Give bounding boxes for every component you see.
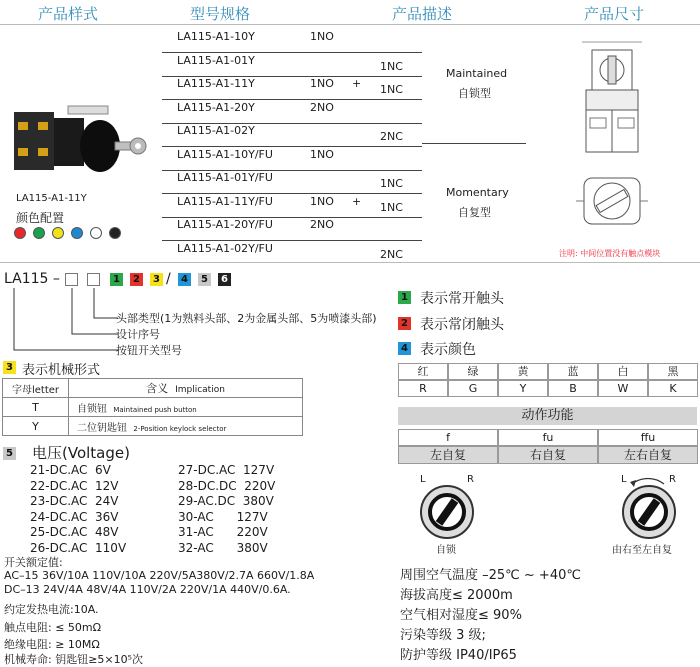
badge-voltage: 5: [3, 447, 16, 460]
ratings-title: 开关额定值:: [4, 556, 63, 569]
env-spec: 周围空气温度 –25℃ ~ +40℃: [400, 568, 581, 583]
contact-no: 2NO: [310, 218, 334, 231]
env-spec: 污染等级 3 级;: [400, 628, 486, 643]
color-swatch: [71, 227, 83, 239]
legend-color: 表示颜色: [420, 342, 476, 358]
env-spec: 空气相对湿度≤ 90%: [400, 608, 522, 623]
code-leader-lines: [10, 286, 120, 356]
badge-mech: 3: [3, 361, 16, 374]
color-swatch: [14, 227, 26, 239]
label-series: 按钮开关型号: [116, 344, 182, 357]
color-name-cn: 黑: [648, 363, 698, 380]
voltage-item: 24-DC.AC 36V: [30, 509, 119, 524]
color-code: W: [598, 380, 648, 397]
code-slash: /: [166, 271, 171, 287]
header-divider: [0, 24, 700, 25]
maintained-cn: 自锁型: [458, 87, 491, 100]
model-code: LA115-A1-20Y: [177, 100, 255, 114]
ratings-insul: 绝缘电阻: ≥ 10MΩ: [4, 638, 100, 651]
mech-r1-cn: 自锁钮: [77, 403, 107, 415]
color-code: B: [548, 380, 598, 397]
voltage-title: 电压(Voltage): [32, 444, 130, 462]
knob2-R: R: [669, 474, 676, 485]
knob1-L: L: [420, 474, 426, 485]
contact-nc: 1NC: [380, 59, 403, 73]
voltage-item: 32-AC 380V: [178, 540, 268, 555]
contact-no: 1NO: [310, 194, 334, 208]
mech-title: 表示机械形式: [22, 363, 101, 378]
model-code: LA115-A1-02Y: [177, 124, 255, 137]
contact-nc: 1NC: [380, 177, 403, 190]
action-desc: 右自复: [498, 446, 598, 464]
legend-nc: 表示常闭触头: [420, 317, 504, 333]
color-code: K: [648, 380, 698, 397]
momentary-cn: 自复型: [458, 206, 491, 219]
note-text: 注明: 中间位置没有触点模块: [559, 249, 661, 258]
badge-5: 5: [198, 273, 211, 286]
label-design: 设计序号: [116, 328, 160, 341]
dimension-drawing-top: [572, 172, 652, 230]
contact-plus: +: [352, 77, 362, 90]
contact-no: 1NO: [310, 77, 334, 90]
dimension-drawing-side: [572, 40, 652, 160]
mech-h2: [69, 379, 303, 398]
mech-h2-cn: 含义: [146, 382, 169, 395]
voltage-item: 30-AC 127V: [178, 509, 268, 524]
contact-no: 1NO: [310, 30, 334, 43]
mech-r1-en: Maintained push button: [113, 405, 197, 414]
ratings-life: 机械寿命: 钥匙钮≥5×10⁵次: [4, 653, 144, 666]
mech-r1: [69, 398, 303, 417]
knob1-R: R: [467, 474, 474, 485]
badge-4: 4: [178, 273, 191, 286]
mech-h2-en: Implication: [175, 385, 225, 395]
voltage-item: 21-DC.AC 6V: [30, 463, 111, 477]
ratings-ac: AC–15 36V/10A 110V/10A 220V/5A380V/2.7A 660V/1.8A: [4, 569, 315, 582]
header-size: 产品尺寸: [584, 5, 645, 23]
model-code: LA115-A1-11Y: [177, 77, 255, 90]
legend-badge-4: 4: [398, 342, 411, 355]
voltage-item: 26-DC.AC 110V: [30, 540, 127, 555]
color-name-cn: 黄: [498, 363, 548, 380]
voltage-item: 29-AC.DC 380V: [178, 494, 274, 508]
contact-plus: +: [352, 194, 362, 208]
env-spec: 防护等级 IP40/IP65: [400, 648, 517, 663]
badge-1: 1: [110, 273, 123, 286]
model-code: LA115-A1-20Y/FU: [177, 218, 273, 231]
mech-r2-letter: Y: [3, 417, 69, 436]
color-swatch: [52, 227, 64, 239]
maintained-en: Maintained: [446, 67, 508, 80]
action-desc: 左自复: [398, 446, 498, 464]
contact-nc: 1NC: [380, 83, 403, 96]
mech-r2-en: 2-Position keylock selector: [133, 424, 227, 433]
voltage-item: 22-DC.AC 12V: [30, 478, 119, 493]
voltage-item: 25-DC.AC 48V: [30, 525, 119, 539]
color-name-cn: 红: [398, 363, 448, 380]
mech-h1: 字母letter: [3, 379, 69, 398]
contact-nc: 1NC: [380, 200, 403, 214]
product-photo: [10, 98, 150, 188]
model-code: LA115-A1-01Y: [177, 53, 255, 67]
contact-nc: 2NC: [380, 247, 403, 261]
color-name-cn: 绿: [448, 363, 498, 380]
badge-6: 6: [218, 273, 231, 286]
ratings-dc: DC–13 24V/4A 48V/4A 110V/2A 220V/1A 440V/0.6A.: [4, 583, 291, 596]
contact-nc: 2NC: [380, 130, 403, 143]
contact-no: 1NO: [310, 147, 334, 161]
mech-table: [2, 378, 303, 436]
voltage-item: 28-DC.DC 220V: [178, 478, 276, 493]
header-desc: 产品描述: [392, 5, 453, 23]
action-code: ffu: [598, 429, 698, 446]
legend-no: 表示常开触头: [420, 291, 504, 307]
momentary-en: Momentary: [446, 186, 509, 199]
model-code: LA115-A1-11Y/FU: [177, 194, 273, 208]
mech-r1-letter: T: [3, 398, 69, 417]
legend-badge-1: 1: [398, 291, 411, 304]
product-model-label: LA115-A1-11Y: [16, 193, 87, 204]
contact-no: 2NO: [310, 100, 334, 114]
badge-3: 3: [150, 273, 163, 286]
action-title: 动作功能: [398, 407, 697, 425]
knob2-caption: 由右至左自复: [612, 545, 672, 556]
color-swatch: [109, 227, 121, 239]
ratings-contact: 触点电阻: ≤ 50mΩ: [4, 621, 102, 634]
voltage-item: 27-DC.AC 127V: [178, 463, 275, 477]
header-model: 型号规格: [190, 5, 251, 23]
color-swatch: [90, 227, 102, 239]
color-code: Y: [498, 380, 548, 397]
mech-r2-cn: 二位钥匙钮: [77, 422, 127, 434]
color-config-label: 颜色配置: [16, 211, 65, 225]
color-code: R: [398, 380, 448, 397]
model-code: LA115-A1-01Y/FU: [177, 171, 273, 184]
ratings-heat: 约定发热电流:10A.: [4, 603, 99, 616]
voltage-item: 31-AC 220V: [178, 525, 268, 539]
action-desc: 左右自复: [598, 446, 698, 464]
code-prefix: LA115 –: [4, 271, 60, 287]
section-divider: [0, 262, 700, 263]
model-code: LA115-A1-02Y/FU: [177, 241, 273, 255]
knob1-caption: 自锁: [436, 545, 456, 556]
color-code: G: [448, 380, 498, 397]
voltage-item: 23-DC.AC 24V: [30, 494, 119, 508]
badge-2: 2: [130, 273, 143, 286]
color-name-cn: 蓝: [548, 363, 598, 380]
model-code: LA115-A1-10Y/FU: [177, 147, 273, 161]
color-swatch: [33, 227, 45, 239]
legend-badge-2: 2: [398, 317, 411, 330]
knob2-L: L: [621, 474, 627, 485]
mech-r2: [69, 417, 303, 436]
code-box-head: [87, 273, 100, 286]
header-style: 产品样式: [38, 5, 99, 23]
color-name-cn: 白: [598, 363, 648, 380]
action-code: f: [398, 429, 498, 446]
code-box-design: [65, 273, 78, 286]
model-code: LA115-A1-10Y: [177, 30, 255, 43]
group-divider: [422, 143, 526, 144]
label-head-type: 头部类型(1为熟料头部、2为金属头部、5为喷漆头部): [116, 312, 377, 325]
action-code: fu: [498, 429, 598, 446]
env-spec: 海拔高度≤ 2000m: [400, 588, 513, 603]
